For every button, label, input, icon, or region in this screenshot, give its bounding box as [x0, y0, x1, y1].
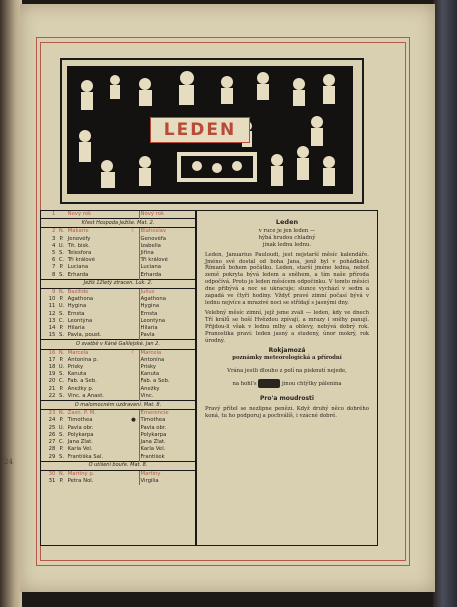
poem-line: hýbá hrudou chladný [258, 234, 316, 241]
saint-name-alt: Pavla [139, 332, 195, 340]
day-number: 14 [48, 325, 56, 332]
saint-name-alt: Nový rok [139, 211, 195, 219]
weekday: N. [58, 470, 65, 477]
weekday: P. [59, 325, 64, 332]
saint-name: Leontýna [67, 317, 93, 324]
day-number: 20 [48, 378, 56, 385]
moon-symbol [128, 378, 139, 385]
moon-symbol [128, 393, 139, 401]
week-gospel: O svatbě v Káně Galilejské. Jan 2. [41, 340, 195, 349]
saint-name-alt: Vinc. [139, 393, 195, 401]
day-number: 5 [52, 250, 56, 257]
calendar-row [41, 289, 195, 297]
day-number: 8 [52, 271, 56, 278]
weekday: P. [59, 264, 64, 271]
day-number: 6 [52, 257, 56, 264]
calendar-grid [41, 211, 195, 485]
book-edge-right [433, 0, 457, 607]
calendar-row [41, 410, 195, 418]
calendar-row [41, 417, 195, 424]
saint-name-alt: Hilaria [139, 325, 195, 332]
saint-name: Polykarpa [67, 431, 94, 438]
moon-symbol [128, 303, 139, 310]
saint-name: Martiny p. [67, 470, 95, 477]
week-gospel: Křest Hospoda Ježíše. Mat. 2. [41, 219, 195, 228]
saint-name-alt: Antonína [139, 357, 195, 364]
day-number: 15 [48, 332, 56, 339]
moon-symbol [128, 425, 139, 432]
day-number: 7 [52, 264, 56, 271]
calendar-row [41, 272, 195, 280]
day-number: 2 [52, 228, 56, 235]
weekday: P. [59, 478, 64, 485]
calendar-row [41, 386, 195, 393]
weekday: Ú. [58, 424, 65, 431]
saint-name: Petra Nol. [67, 478, 94, 485]
moon-symbol [128, 311, 139, 318]
saint-name: Fab. a Seb. [67, 378, 97, 385]
day-number: 31 [48, 478, 56, 485]
book-binding-left [0, 0, 22, 607]
saint-name: Hilaria [67, 325, 85, 332]
weekday: N. [58, 410, 65, 417]
saint-name: Telesfora [67, 250, 92, 257]
calendar-row [41, 228, 195, 236]
saint-name-alt: Hygina [139, 303, 195, 310]
saint-name: Luciana [67, 264, 89, 271]
week-header [41, 219, 195, 228]
day-number: 9 [52, 289, 56, 296]
text-title: Leden [275, 218, 299, 226]
day-number: 11 [48, 303, 56, 310]
week-header [41, 279, 195, 288]
week-gospel: Ježíš 12letý ztracen. Luk. 2. [41, 279, 195, 288]
week-header [41, 401, 195, 410]
section-heading: Rokjamozá [268, 347, 306, 355]
calendar-row [41, 371, 195, 378]
weekday: N. [58, 349, 65, 356]
moon-symbol [128, 272, 139, 280]
moon-symbol [128, 250, 139, 257]
saint-name-alt: Agathona [139, 296, 195, 303]
calendar-table [40, 210, 196, 546]
saint-name: Zasn. P. M. [67, 410, 97, 417]
weekday: Č. [58, 257, 65, 264]
weekday: P. [59, 446, 64, 453]
moon-symbol [128, 325, 139, 332]
moon-symbol [128, 439, 139, 446]
moon-symbol [128, 296, 139, 303]
january-illustration [60, 58, 364, 204]
day-number: 1 [52, 211, 56, 217]
moon-symbol [128, 243, 139, 250]
saint-name-alt: Julius [139, 289, 195, 297]
calendar-row [41, 393, 195, 401]
day-number: 28 [48, 446, 56, 453]
calendar-row [41, 311, 195, 318]
weather-icon [258, 379, 280, 388]
saint-name: Antonína p. [67, 356, 99, 363]
moon-symbol [128, 446, 139, 453]
moon-symbol [128, 432, 139, 439]
day-number: 17 [48, 356, 56, 363]
saint-name-alt: Virgilia [139, 478, 195, 485]
month-title: LEDEN [150, 117, 250, 143]
week-header [41, 461, 195, 470]
saint-name-alt: Leontýna [139, 318, 195, 325]
weekday: S. [59, 271, 65, 278]
saint-name: Tit. bisk. [67, 242, 90, 249]
week-header [41, 340, 195, 349]
saint-name-alt: Fab. a Seb. [139, 378, 195, 385]
saint-name-alt: Jana Zlat. [139, 439, 195, 446]
saint-name: Nový rok [67, 211, 92, 217]
saint-name-alt: Blahoslav [139, 228, 195, 236]
moon-symbol [128, 478, 139, 485]
calendar-row [41, 478, 195, 485]
section-subheading: poznámky meteorologická a přírodní [232, 355, 342, 362]
margin-mark: 24 [4, 458, 13, 466]
saint-name-alt: Tři králové [139, 257, 195, 264]
poem-line: jinak lednu lednu. [262, 241, 312, 248]
saint-name-alt: Polykarpa [139, 432, 195, 439]
saint-name-alt: Anežky [139, 386, 195, 393]
saint-name-alt: Genovéfa [139, 236, 195, 243]
calendar-row [41, 250, 195, 257]
moon-symbol [128, 410, 139, 418]
calendar-row [41, 318, 195, 325]
saint-name-alt: Jiřina [139, 250, 195, 257]
saint-name-alt: Erharda [139, 272, 195, 280]
saint-name-alt: Martiny [139, 470, 195, 478]
weather-note-2a: na hohl's [232, 381, 259, 388]
weekday: S. [59, 453, 65, 460]
weekday: S. [59, 332, 65, 339]
saint-name-alt: Ernsta [139, 311, 195, 318]
moon-symbol [128, 364, 139, 371]
saint-name: Jenovéfy [67, 235, 91, 242]
saint-name-alt: Emerencie [139, 410, 195, 418]
week-gospel: O malomocném uzdravení. Mat. 8. [41, 401, 195, 410]
day-number: 18 [48, 364, 56, 371]
saint-name: Hygina [67, 303, 87, 310]
moon-symbol [128, 386, 139, 393]
weekday: Č. [58, 378, 65, 385]
weekday: P. [59, 417, 64, 424]
calendar-row [41, 243, 195, 250]
saint-name: Agathona [67, 296, 94, 303]
calendar-row [41, 325, 195, 332]
day-number: 26 [48, 431, 56, 438]
day-number: 4 [52, 242, 56, 249]
day-number: 22 [48, 392, 56, 399]
day-number: 16 [48, 349, 56, 356]
moon-symbol [128, 289, 139, 297]
saint-name: Bazilide [67, 289, 89, 296]
calendar-row [41, 432, 195, 439]
calendar-row [41, 332, 195, 340]
saint-name-alt: Kanuta [139, 371, 195, 378]
poem [197, 228, 377, 249]
saint-name: Pavla, poust. [67, 332, 102, 339]
saint-name: Ernsta [67, 310, 85, 317]
saint-name-alt: Karla Vel. [139, 446, 195, 453]
weekday: Ú. [58, 242, 65, 249]
weekday: Ú. [58, 364, 65, 371]
text-panel [196, 210, 378, 546]
weekday: S. [59, 310, 65, 317]
saint-name: Vinc. a Anast. [67, 392, 104, 399]
saint-name: Františka Sal. [67, 453, 104, 460]
weather-note-2b: jinou chtýtky pálenina [280, 381, 342, 388]
day-number: 3 [52, 235, 56, 242]
saint-name-alt: František [139, 454, 195, 462]
calendar-row [41, 257, 195, 264]
saint-name: Makarie [67, 228, 89, 235]
weekday: Č. [58, 317, 65, 324]
saint-name-alt: Marcela [139, 349, 195, 357]
prose-paragraph-2: Velebný měsíc zimní, jejž jsme zvali — leden, kdy ve dnech Tří králů se hoší Hvězdou zpívají, a mrazy i sněhy panují. Přijdou-li však v lednu mlhy a oblevy, nebývá dobrý rok. Pranostika praví: leden jasný a studený, únor mokrý, rok úrodný. [205, 309, 369, 344]
day-number: 12 [48, 310, 56, 317]
wisdom-paragraph: Pravý přítel se nezlipne penězi. Když druhý něco dobrého koná, tu ho podporuj a pochválíš, i vzácné dobré. [205, 406, 369, 419]
moon-symbol [128, 264, 139, 271]
calendar-row [41, 446, 195, 453]
calendar-row [41, 349, 195, 357]
day-number: 29 [48, 453, 56, 460]
weekday: N. [58, 289, 65, 296]
moon-symbol: ☾ [131, 228, 136, 235]
saint-name: Timothea [67, 417, 93, 424]
day-number: 25 [48, 424, 56, 431]
moon-symbol [128, 257, 139, 264]
prose-paragraph: Leden, Januarius Pauloudi, jest nejstarší měsíc kalendáře. Jméno své dostal od boha Jana, jenž byl v pohádkách Římanů bohem počátku. Leden, starší jméno ledna, neboť země pokryta bývá ledem a sněhem, a tím naše příroda odpočívá. Proto je leden měsícem odpočinku. V tomto měsíci dne přibývá a noc se ukracuje; slunce vychází v sedm a zapadá ve čtyři hodiny. Vždyť pravé zimní počasí bývá v lednu nejvíce a mrazivé noci se střídají s jasnými dny. [205, 251, 369, 306]
saint-name: Erharda [67, 271, 89, 278]
weekday: S. [59, 392, 65, 399]
day-number: 13 [48, 317, 56, 324]
saint-name-alt: Luciana [139, 264, 195, 271]
calendar-row [41, 296, 195, 303]
saint-name: Pavla obr. [67, 424, 94, 431]
moon-symbol: ● [131, 417, 136, 424]
day-number: 21 [48, 385, 56, 392]
day-number: 23 [48, 410, 56, 417]
calendar-row [41, 364, 195, 371]
saint-name-alt: Pavla obr. [139, 425, 195, 432]
weekday [56, 211, 66, 219]
weekday: P. [59, 296, 64, 303]
saint-name-alt: Izabella [139, 243, 195, 250]
day-number: 10 [48, 296, 56, 303]
saint-name: Anežky p. [67, 385, 94, 392]
day-number: 24 [48, 417, 56, 424]
saint-name: Kanuta [67, 371, 87, 378]
saint-name: Karla Vel. [67, 446, 93, 453]
weather-note-1: Vrána jestli dlouho z polí na pisknutí nejede, [227, 368, 347, 375]
weekday: S. [59, 431, 65, 438]
weekday: S. [59, 371, 65, 378]
wisdom-heading: Pro'a moudrosti [260, 395, 314, 403]
saint-name-alt: Timothea [139, 417, 195, 424]
saint-name-alt: Prisky [139, 364, 195, 371]
moon-symbol: ☾ [131, 349, 136, 356]
weekday: S. [59, 250, 65, 257]
day-number: 27 [48, 439, 56, 446]
saint-name: Marcela [67, 349, 89, 356]
calendar-row [41, 303, 195, 310]
day-number: 30 [48, 470, 56, 477]
poem-line: v ruce je jen leden — [258, 227, 316, 234]
calendar-row [41, 357, 195, 364]
calendar-row-first [41, 211, 195, 219]
weekday: Č. [58, 439, 65, 446]
moon-symbol [128, 318, 139, 325]
moon-symbol [128, 454, 139, 462]
weekday: P. [59, 235, 64, 242]
weekday: Ú. [58, 303, 65, 310]
saint-name: Prisky [67, 364, 84, 371]
calendar-row [41, 264, 195, 271]
moon-symbol [128, 371, 139, 378]
saint-name: Tři králové [67, 257, 96, 264]
moon-symbol [128, 211, 139, 219]
moon-symbol [128, 236, 139, 243]
calendar-row [41, 454, 195, 462]
moon-symbol [128, 470, 139, 478]
weather-note-2 [197, 379, 377, 388]
saint-name: Jana Zlat. [67, 439, 93, 446]
day-number: 19 [48, 371, 56, 378]
weekday: P. [59, 356, 64, 363]
calendar-row [41, 378, 195, 385]
weekday: P. [59, 385, 64, 392]
moon-symbol [128, 357, 139, 364]
moon-symbol [128, 332, 139, 340]
weekday: N. [58, 228, 65, 235]
calendar-row [41, 470, 195, 478]
calendar-row [41, 236, 195, 243]
calendar-row [41, 439, 195, 446]
calendar-row [41, 425, 195, 432]
week-gospel: O utišení bouře. Mat. 8. [41, 461, 195, 470]
